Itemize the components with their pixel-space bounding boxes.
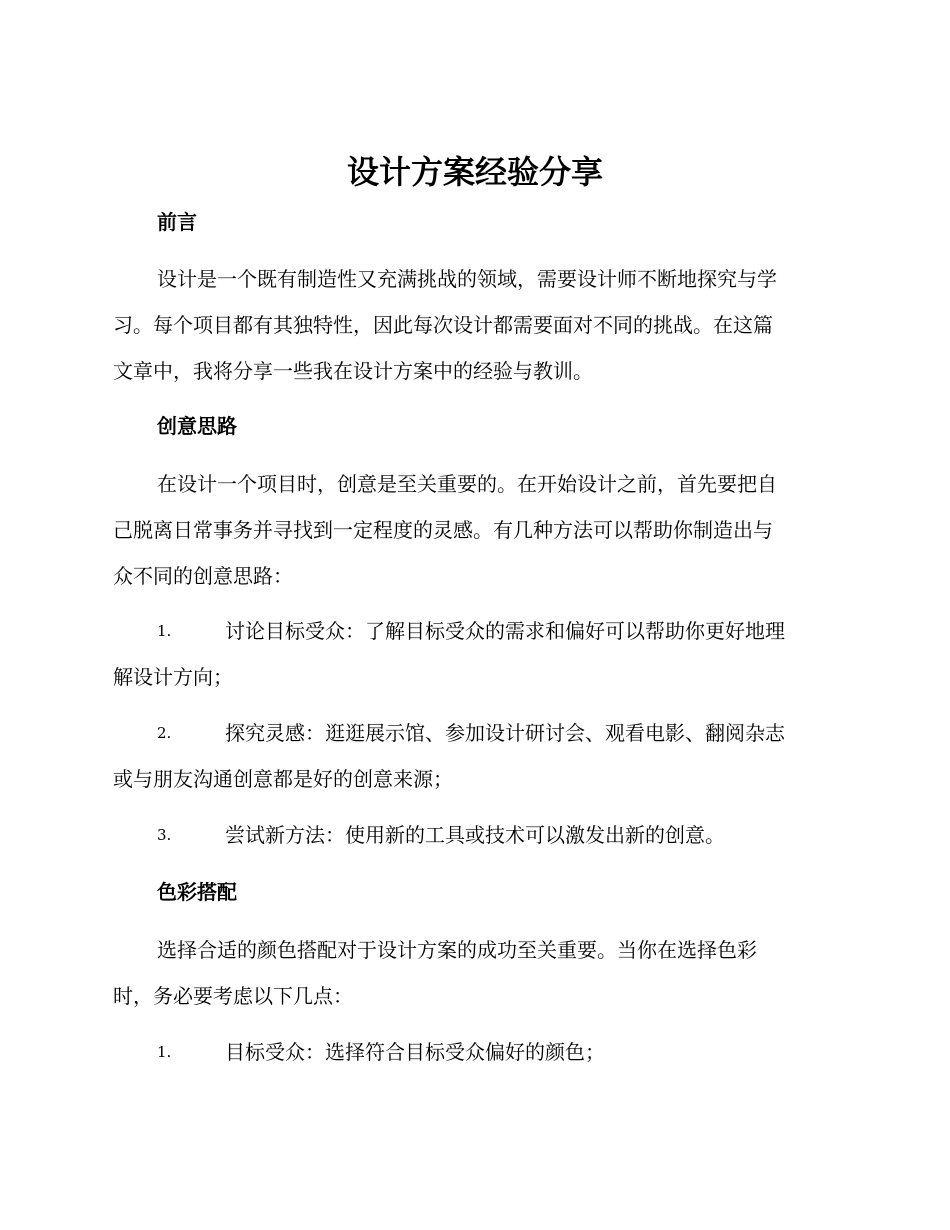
list-item-text: 尝试新方法：使用新的工具或技术可以激发出新的创意。 [225, 823, 725, 847]
paragraph-line: 己脱离日常事务并寻找到一定程度的灵感。有几种方法可以帮助你制造出与 [113, 518, 773, 542]
list-item [113, 608, 838, 700]
list-item [113, 812, 838, 858]
section-paragraph-creative-thinking [113, 461, 838, 599]
section-paragraph-preface [113, 256, 838, 394]
paragraph-line: 文章中，我将分享一些我在设计方案中的经验与教训。 [113, 359, 593, 383]
paragraph-line: 选择合适的颜色搭配对于设计方案的成功至关重要。当你在选择色彩 [157, 938, 757, 962]
section-paragraph-color-matching [113, 927, 838, 1019]
list-item-number: 1. [157, 622, 172, 640]
paragraph-line: 众不同的创意思路： [113, 564, 293, 588]
list-item-text: 或与朋友沟通创意都是好的创意来源； [113, 767, 453, 791]
list-item [113, 1029, 838, 1075]
list-item-number: 2. [157, 724, 172, 742]
section-heading-preface: 前言 [157, 210, 197, 234]
paragraph-line: 设计是一个既有制造性又充满挑战的领域，需要设计师不断地探究与学 [157, 267, 777, 291]
list-item-text: 解设计方向； [113, 665, 233, 689]
list-item [113, 710, 838, 802]
section-heading-color-matching: 色彩搭配 [157, 880, 237, 904]
list-item-number: 3. [157, 826, 172, 844]
document-title: 设计方案经验分享 [346, 153, 603, 191]
section-heading-creative-thinking: 创意思路 [157, 414, 237, 438]
list-item-number: 1. [157, 1043, 172, 1061]
paragraph-line: 时，务必要考虑以下几点： [113, 984, 353, 1008]
list-item-text: 目标受众：选择符合目标受众偏好的颜色； [225, 1040, 605, 1064]
paragraph-line: 在设计一个项目时，创意是至关重要的。在开始设计之前，首先要把自 [157, 472, 777, 496]
paragraph-line: 习。每个项目都有其独特性，因此每次设计都需要面对不同的挑战。在这篇 [113, 313, 773, 337]
list-item-text: 探究灵感：逛逛展示馆、参加设计研讨会、观看电影、翻阅杂志 [225, 721, 785, 745]
list-item-text: 讨论目标受众：了解目标受众的需求和偏好可以帮助你更好地理 [225, 619, 785, 643]
